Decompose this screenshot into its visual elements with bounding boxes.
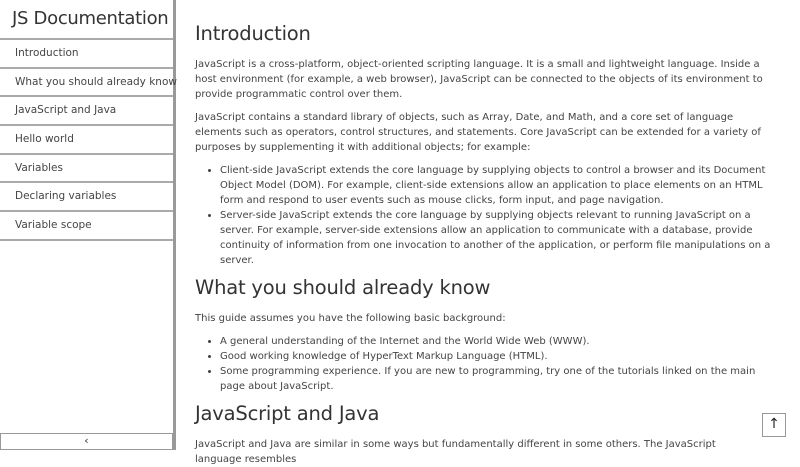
section-heading-what-you-should-already-know: What you should already know bbox=[195, 276, 491, 299]
nav-item-declaring-variables[interactable]: Declaring variables bbox=[0, 183, 173, 212]
list-item: • Some programming experience. If you are new to programming, try one of the tutorials linked on the main page about JavaScript. bbox=[220, 364, 780, 394]
list-item: • Server-side JavaScript extends the core language by supplying objects relevant to running JavaScript on a server. For example, server-side extensions allow an application to communicate with a database, provide continuity of information from one invocation to another of the application, or perform file manipulations on a server. bbox=[220, 208, 780, 268]
nav-item-variables[interactable]: Variables bbox=[0, 155, 173, 184]
nav-item-variable-scope[interactable]: Variable scope bbox=[0, 212, 173, 241]
list bbox=[195, 334, 780, 394]
list-item: • Client-side JavaScript extends the core language by supplying objects to control a browser and its Document Object Model (DOM). For example, client-side extensions allow an application to place elements on an HTML form and respond to user events such as mouse clicks, form input, and page navigation. bbox=[220, 163, 780, 208]
main-content bbox=[195, 0, 780, 465]
list-item: • Good working knowledge of HyperText Markup Language (HTML). bbox=[220, 349, 780, 364]
paragraph: This guide assumes you have the following basic background: bbox=[195, 313, 506, 324]
paragraph: JavaScript and Java are similar in some ways but fundamentally different in some others. The JavaScript language resembles bbox=[195, 439, 716, 465]
paragraph: JavaScript is a cross-platform, object-oriented scripting language. It is a small and lightweight language. Inside a host environment (for example, a web browser), JavaScript can be connected to the objects of its environment to provide programmatic control over them. bbox=[195, 59, 763, 100]
nav-item-hello-world[interactable]: Hello world bbox=[0, 126, 173, 155]
nav-item-what-you-should-already-know[interactable]: What you should already know bbox=[0, 69, 173, 98]
sidebar bbox=[0, 0, 176, 450]
nav-item-javascript-and-java[interactable]: JavaScript and Java bbox=[0, 97, 173, 126]
nav-item-introduction[interactable]: Introduction bbox=[0, 40, 173, 69]
arrow-up-icon: ↑ bbox=[768, 416, 780, 432]
list bbox=[195, 163, 780, 268]
section-heading-introduction: Introduction bbox=[195, 22, 311, 45]
site-title: JS Documentation bbox=[0, 0, 173, 40]
chevron-left-icon: ‹ bbox=[84, 434, 89, 447]
section-heading-javascript-and-java: JavaScript and Java bbox=[195, 402, 380, 425]
list-item: • A general understanding of the Internet and the World Wide Web (WWW). bbox=[220, 334, 780, 349]
scroll-to-top-button[interactable] bbox=[762, 413, 786, 437]
collapse-sidebar-button[interactable] bbox=[0, 433, 173, 450]
paragraph: JavaScript contains a standard library of objects, such as Array, Date, and Math, and a core set of language elements such as operators, control structures, and statements. Core JavaScript can be extended for a variety of purposes by supplementing it with additional objects; for example: bbox=[195, 112, 761, 153]
